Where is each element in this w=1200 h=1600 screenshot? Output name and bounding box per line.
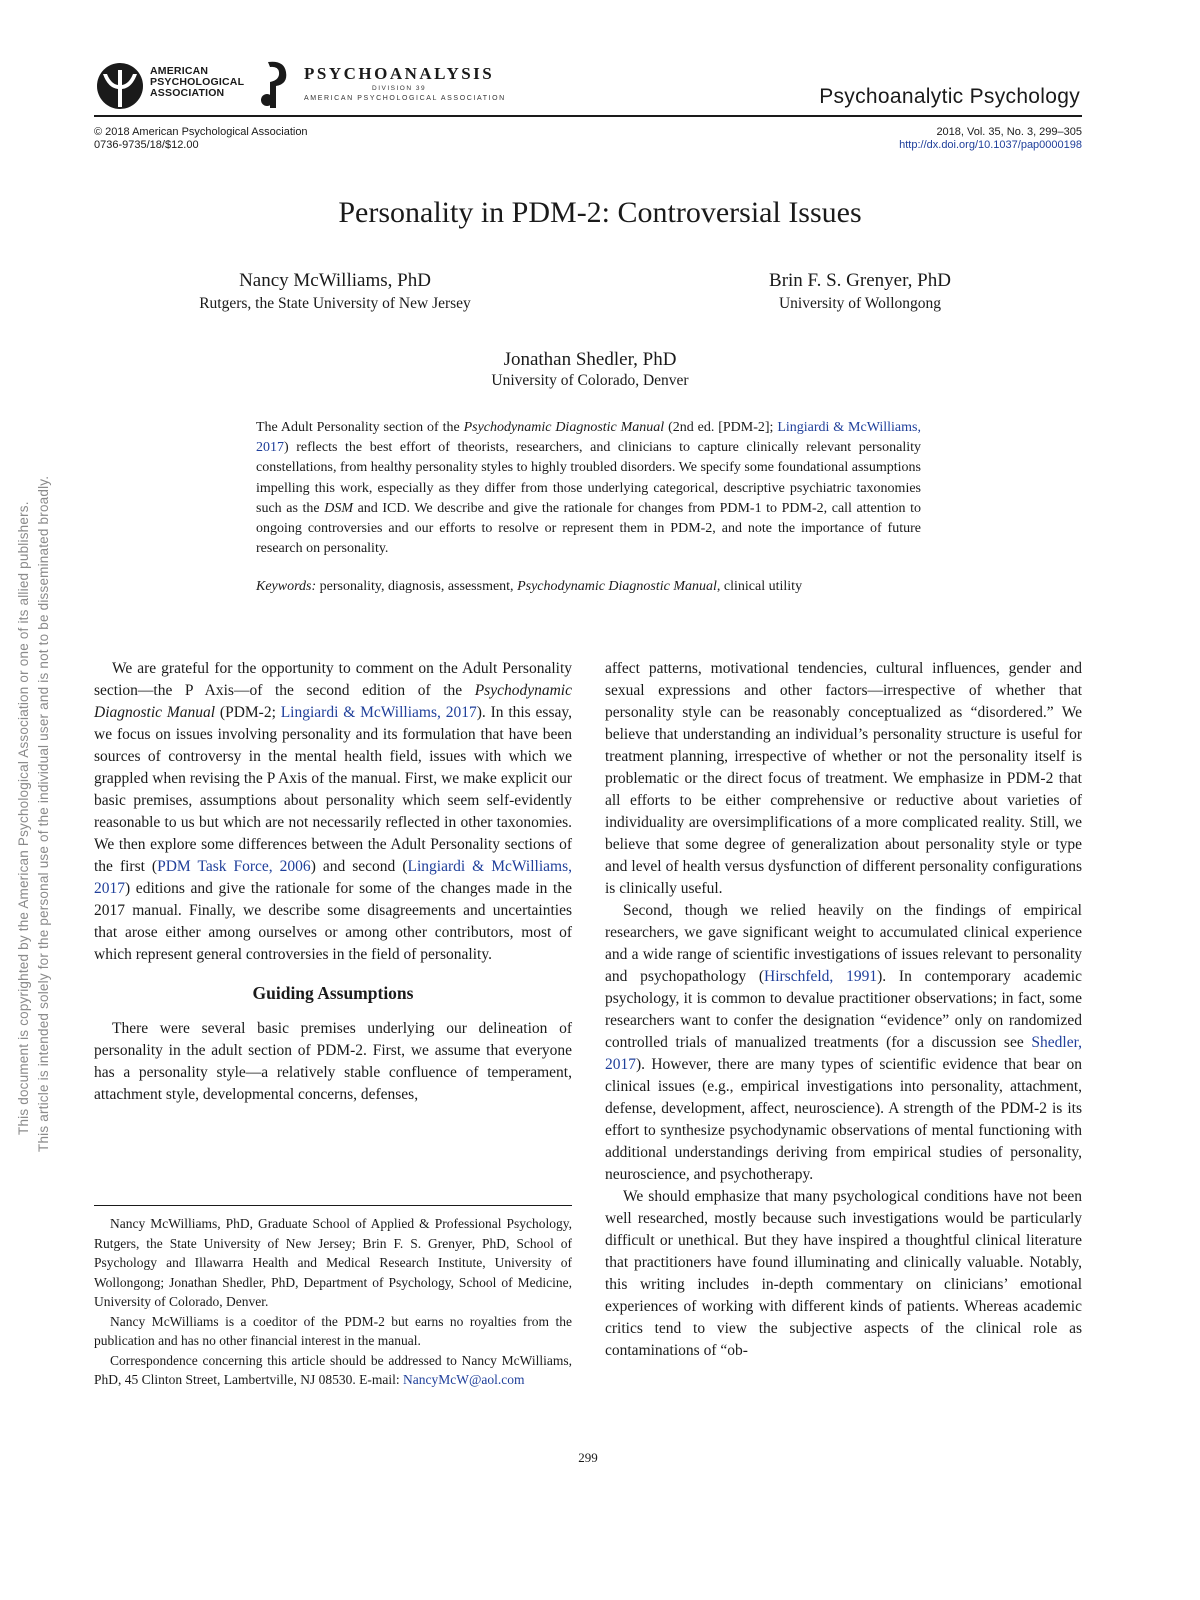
abstract: The Adult Personality section of the Psychodynamic Diagnostic Manual (2nd ed. [PDM-2]; Lingiardi & McWilliams, 2017) reflects the best effort of theorists, researchers, and clinicians to capture clinically relevant personality constellations, from healthy personality styles to highly troubled disorders. We specify some foundational assumptions impelling this work, especially as they differ from those underlying categorical, descriptive psychiatric taxonomies such as the DSM and ICD. We describe and give the rationale for changes from PDM-1 to PDM-2, call attention to ongoing controversies and our efforts to resolve or represent them in PDM-2, and note the importance of future research on personality. (256, 420, 921, 557)
copyright-side-note: This document is copyrighted by the American Psychological Association or one of its allied publishers. (16, 501, 31, 1135)
author-1-affiliation: Rutgers, the State University of New Jersey (199, 295, 471, 312)
apa-logo-icon (94, 62, 146, 110)
intro-paragraph: We are grateful for the opportunity to comment on the Adult Personality section—the P Axis—of the second edition of the Psychodynamic Diagnostic Manual (PDM-2; Lingiardi & McWilliams, 2017). In this essay, we focus on issues involving personality and its formulation that have been sources of controversy in the mental health field, issues with which we grappled when revising the P Axis of the manual. First, we make explicit our basic premises, assumptions about personality which seem self-evidently reasonable to us but which are not necessarily reflected in other taxonomies. We then explore some differences between the Adult Personality sections of the first (PDM Task Force, 2006) and second (Lingiardi & McWilliams, 2017) editions and give the rationale for some of the changes made in the 2017 manual. Finally, we describe some disagreements and uncertainties that arose either among ourselves or among other contributors, most of which represent general controversies in the field of personality. (94, 660, 572, 963)
author-note-disclosure: Nancy McWilliams is a coeditor of the PDM-2 but earns no royalties from the publication and has no other financial interest in the manual. (94, 1313, 572, 1348)
division-number: DIVISION 39 (372, 85, 427, 92)
article-title: Personality in PDM-2: Controversial Issues (338, 196, 862, 229)
keywords: Keywords: personality, diagnosis, assessment, Psychodynamic Diagnostic Manual, clinical utility (256, 579, 803, 594)
guiding-assumptions-paragraph: There were several basic premises underlying our delineation of personality in the adult section of PDM-2. First, we assume that everyone has a personality style—a relatively stable confluence of temperament, attachment style, developmental concerns, defenses, (94, 1020, 572, 1103)
section-heading-guiding-assumptions: Guiding Assumptions (252, 983, 414, 1003)
citation-link[interactable]: Lingiardi & McWilliams, 2017 (94, 858, 572, 897)
right-paragraph-2: Second, though we relied heavily on the findings of empirical researchers, we gave significant weight to accumulated clinical experience and a wide range of scientific investigations of issues relevant to personality and psychopathology (Hirschfeld, 1991). In contemporary academic psychology, it is common to devalue practitioner observations; in fact, some researchers want to confer the designation “evidence” only on randomized controlled trials of manualized treatments (for a discussion see Shedler, 2017). However, there are many types of scientific evidence that bear on clinical issues (e.g., empirical investigations into personality, attachment, defense, development, affect, neuroscience). A strength of the PDM-2 is its effort to synthesize psychodynamic observations of mental functioning with additional understandings deriving from empirical studies of personality, neuroscience, and psychotherapy. (605, 902, 1082, 1183)
author-note-affiliations: Nancy McWilliams, PhD, Graduate School of Applied & Professional Psychology, Rutgers, the State University of New Jersey; Brin F. S. Grenyer, PhD, School of Psychology and Illawarra Health and Medical Research Institute, University of Wollongong; Jonathan Shedler, PhD, Department of Psychology, School of Medicine, University of Colorado, Denver. (94, 1216, 572, 1309)
apa-logo-text (150, 66, 244, 99)
author-3-affiliation: University of Colorado, Denver (491, 372, 689, 389)
right-paragraph-3: We should emphasize that many psychological conditions have not been well researched, mostly because such investigations would be particularly difficult or unethical. But they have inspired a thoughtful clinical literature that practitioners have found illuminating and clinically valuable. Notably, this writing includes in-depth commentary on clinicians’ emotional experiences of working with different kinds of patients. Whereas academic critics tend to view the subjective aspects of the clinical role as contaminations of “ob- (605, 1188, 1082, 1359)
author-2-affiliation: University of Wollongong (778, 295, 942, 312)
email-link[interactable]: NancyMcW@aol.com (402, 1372, 525, 1387)
citation-link[interactable]: PDM Task Force, 2006 (157, 858, 311, 875)
footnotes (94, 1214, 572, 1390)
header-rule (94, 115, 1082, 117)
author-2-name: Brin F. S. Grenyer, PhD (769, 270, 951, 291)
author-3-name: Jonathan Shedler, PhD (503, 349, 677, 370)
right-paragraph-1: affect patterns, motivational tendencies, cultural influences, gender and sexual expressions and other factors—irrespective of whether that personality style can be reasonably conceptualized as “disordered.” We believe that understanding an individual’s personality structure is useful for treatment planning, irrespective of whether or not the personality itself is problematic or the direct focus of treatment. We emphasize in PDM-2 that all efforts to be either comprehensive or reductive about varieties of individuality are oversimplifications of a more complicated reality. Still, we believe that some degree of generalization about personality style or type and level of health versus dysfunction of different personality configurations is clinically useful. (605, 660, 1082, 897)
apa-logo-line1: AMERICAN (150, 65, 209, 77)
author-note-correspondence: Correspondence concerning this article should be addressed to Nancy McWilliams, PhD, 45 Clinton Street, Lambertville, NJ 08530. E-mail: NancyMcW@aol.com (94, 1352, 572, 1387)
citation-link[interactable]: Lingiardi & McWilliams, 2017 (280, 704, 477, 721)
usage-side-note: This article is intended solely for the personal use of the individual user and is not to be disseminated broadly. (36, 475, 51, 1152)
issn-line: 0736-9735/18/$12.00 (94, 139, 199, 151)
left-column (94, 658, 572, 1106)
footnote-rule (94, 1205, 572, 1206)
copyright-line: © 2018 American Psychological Association (94, 126, 308, 138)
author-1-name: Nancy McWilliams, PhD (239, 270, 431, 291)
psychoanalysis-logo-icon (258, 60, 294, 110)
abstract-citation-link[interactable]: Lingiardi & McWilliams, 2017 (256, 420, 921, 456)
doi-link[interactable]: http://dx.doi.org/10.1037/pap0000198 (899, 139, 1082, 151)
apa-logo-line3: ASSOCIATION (150, 87, 225, 99)
citation-link[interactable]: Shedler, 2017 (605, 1034, 1082, 1073)
page-number: 299 (578, 1450, 598, 1465)
apa-logo-line2: PSYCHOLOGICAL (150, 76, 245, 88)
journal-name: Psychoanalytic Psychology (819, 85, 1080, 108)
division-subtitle: AMERICAN PSYCHOLOGICAL ASSOCIATION (304, 95, 506, 102)
citation-line: 2018, Vol. 35, No. 3, 299–305 (936, 126, 1082, 138)
citation-info (899, 126, 1082, 152)
publication-info (94, 126, 308, 152)
division-title: PSYCHOANALYSIS (304, 64, 495, 83)
right-column (605, 658, 1082, 1362)
citation-link[interactable]: Hirschfeld, 1991 (764, 968, 878, 985)
